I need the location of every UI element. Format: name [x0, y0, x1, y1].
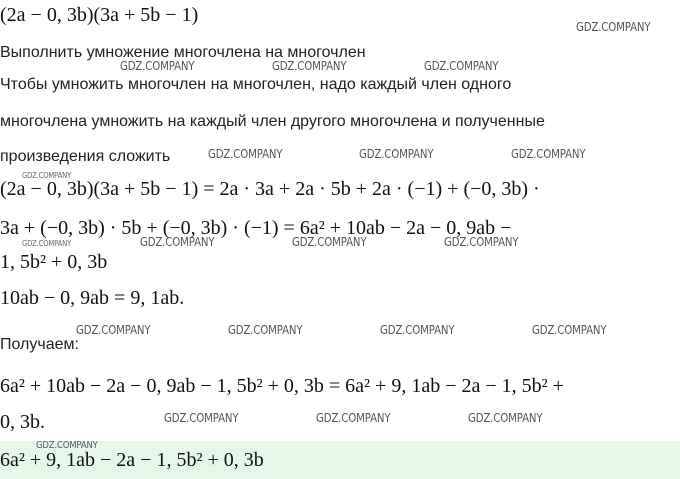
solution-line-1: (2a − 0, 3b)(3a + 5b − 1) = 2a · 3a + 2a · 5b + 2a · (−1) + (−0, 3b) ·: [0, 178, 540, 200]
result-line-1: 6a² + 10ab − 2a − 0, 9ab − 1, 5b² + 0, 3b = 6a² + 9, 1ab − 2a − 1, 5b² +: [0, 375, 564, 397]
watermark: GDZ.COMPANY: [468, 411, 543, 425]
watermark: GDZ.COMPANY: [120, 59, 195, 73]
watermark: GDZ.COMPANY: [164, 411, 239, 425]
result-label: Получаем:: [0, 336, 79, 353]
solution-line-4: 10ab − 0, 9ab = 9, 1ab.: [0, 287, 185, 309]
rule-line-1: Чтобы умножить многочлен на многочлен, надо каждый член одного: [0, 76, 512, 93]
task-heading: Выполнить умножение многочлена на многочлен: [0, 44, 366, 61]
rule-line-2: многочлена умножить на каждый член другого многочлена и полученные: [0, 113, 545, 130]
watermark: GDZ.COMPANY: [532, 323, 607, 337]
watermark: GDZ.COMPANY: [316, 411, 391, 425]
watermark: GDZ.COMPANY: [228, 323, 303, 337]
problem-expression: (2a − 0, 3b)(3a + 5b − 1): [0, 4, 199, 26]
final-answer: 6a² + 9, 1ab − 2a − 1, 5b² + 0, 3b: [0, 449, 264, 471]
watermark: GDZ.COMPANY: [208, 147, 283, 161]
watermark: GDZ.COMPANY: [424, 59, 499, 73]
result-line-2: 0, 3b.: [0, 411, 45, 433]
watermark: GDZ.COMPANY: [22, 171, 71, 180]
watermark: GDZ.COMPANY: [444, 235, 519, 249]
watermark: GDZ.COMPANY: [511, 147, 586, 161]
watermark: GDZ.COMPANY: [292, 235, 367, 249]
rule-line-3: произведения сложить: [0, 148, 171, 165]
watermark: GDZ.COMPANY: [22, 239, 71, 248]
watermark: GDZ.COMPANY: [576, 20, 651, 34]
watermark: GDZ.COMPANY: [76, 323, 151, 337]
watermark: GDZ.COMPANY: [359, 147, 434, 161]
watermark: GDZ.COMPANY: [380, 323, 455, 337]
solution-line-2: 3a + (−0, 3b) · 5b + (−0, 3b) · (−1) = 6a² + 10ab − 2a − 0, 9ab −: [0, 217, 512, 239]
watermark: GDZ.COMPANY: [272, 59, 347, 73]
watermark: GDZ.COMPANY: [36, 440, 98, 451]
solution-line-3: 1, 5b² + 0, 3b: [0, 251, 108, 273]
watermark: GDZ.COMPANY: [140, 235, 215, 249]
